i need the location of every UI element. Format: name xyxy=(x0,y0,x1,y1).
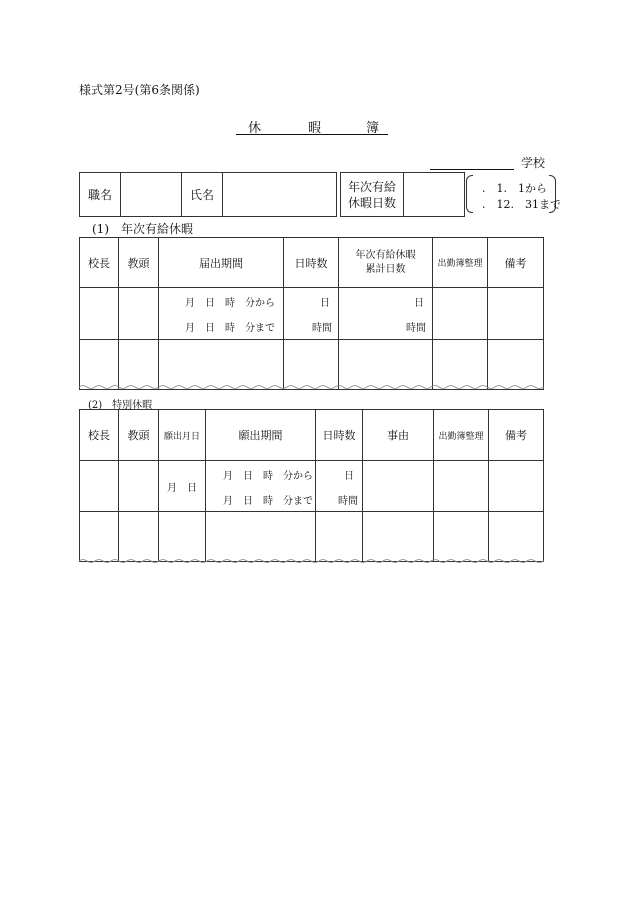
col-cumulative xyxy=(339,238,433,288)
special-leave-table xyxy=(79,409,544,562)
leave-days-field[interactable] xyxy=(404,173,465,217)
attendance-cell[interactable] xyxy=(433,340,488,390)
hour-unit: 時間 xyxy=(312,323,332,334)
reason-cell[interactable] xyxy=(363,512,434,562)
title-char-1: 休 xyxy=(248,121,262,136)
col-vice-principal: 教頭 xyxy=(119,410,159,461)
remarks-cell[interactable] xyxy=(489,512,544,562)
col-principal: 校長 xyxy=(80,238,119,288)
leave-days-label-line1: 年次有給 xyxy=(347,179,396,194)
day-unit: 日 xyxy=(320,298,330,309)
section1-heading: (1) 年次有給休暇 xyxy=(92,222,193,236)
attendance-cell[interactable] xyxy=(434,512,489,562)
post-field[interactable] xyxy=(121,173,182,217)
page-title xyxy=(236,117,388,135)
attendance-cell[interactable] xyxy=(434,461,489,512)
bracket-left xyxy=(466,175,473,213)
cut-wave-line xyxy=(79,384,544,390)
leave-days-label xyxy=(341,173,404,217)
name-field[interactable] xyxy=(223,173,337,217)
col-reason: 事由 xyxy=(363,410,434,461)
principal-cell[interactable] xyxy=(80,512,119,562)
day-unit: 日 xyxy=(344,471,354,482)
remarks-cell[interactable] xyxy=(488,288,544,340)
vice-principal-cell[interactable] xyxy=(119,461,159,512)
title-char-2: 暇 xyxy=(308,121,322,136)
period-to: 月 日 時 分まで xyxy=(185,323,275,334)
post-name-table xyxy=(79,172,337,217)
col-application-date: 願出月日 xyxy=(159,410,206,461)
name-label: 氏名 xyxy=(182,173,223,217)
period-from: 月 日 時 分から xyxy=(223,471,313,482)
application-date-text: 月 日 xyxy=(167,482,197,494)
table-row xyxy=(80,340,544,390)
days-hours-cell[interactable] xyxy=(316,461,363,512)
hour-unit: 時間 xyxy=(338,496,358,507)
col-cumulative-line2: 累計日数 xyxy=(365,263,406,275)
reason-cell[interactable] xyxy=(363,461,434,512)
cumulative-cell[interactable] xyxy=(339,340,433,390)
attendance-cell[interactable] xyxy=(433,288,488,340)
col-days-hours: 日時数 xyxy=(316,410,363,461)
form-reference: 様式第2号(第6条関係) xyxy=(79,83,200,97)
period-cell[interactable] xyxy=(159,340,284,390)
section2-heading: (2) 特別休暇 xyxy=(88,400,153,411)
school-name-line xyxy=(430,168,514,170)
school-label: 学校 xyxy=(521,156,546,170)
col-days-hours: 日時数 xyxy=(284,238,339,288)
leave-days-label-line2: 休暇日数 xyxy=(347,195,396,210)
application-date-cell[interactable] xyxy=(159,512,206,562)
post-label: 職名 xyxy=(80,173,121,217)
col-attendance: 出勤簿整理 xyxy=(434,410,489,461)
period-end: . 12. 31まで xyxy=(482,198,561,211)
days-hours-cell[interactable] xyxy=(284,340,339,390)
period-cell[interactable] xyxy=(159,288,284,340)
table-row xyxy=(80,288,544,340)
period-bracket xyxy=(466,175,561,211)
title-char-3: 簿 xyxy=(366,121,380,136)
principal-cell[interactable] xyxy=(80,461,119,512)
days-hours-cell[interactable] xyxy=(284,288,339,340)
remarks-cell[interactable] xyxy=(489,461,544,512)
annual-leave-table xyxy=(79,237,544,390)
period-to: 月 日 時 分まで xyxy=(223,496,313,507)
table-row xyxy=(80,512,544,562)
col-attendance: 出勤簿整理 xyxy=(433,238,488,288)
col-application-period: 願出期間 xyxy=(206,410,316,461)
application-date-cell[interactable] xyxy=(159,461,206,512)
remarks-cell[interactable] xyxy=(488,340,544,390)
cut-wave-line xyxy=(79,558,544,564)
col-cumulative-line1: 年次有給休暇 xyxy=(355,249,416,261)
col-principal: 校長 xyxy=(80,410,119,461)
cumulative-cell[interactable] xyxy=(339,288,433,340)
col-remarks: 備考 xyxy=(489,410,544,461)
vice-principal-cell[interactable] xyxy=(119,340,159,390)
cum-day-unit: 日 xyxy=(414,298,424,309)
days-hours-cell[interactable] xyxy=(316,512,363,562)
cum-hour-unit: 時間 xyxy=(406,323,426,334)
table-row xyxy=(80,461,544,512)
col-notified-period: 届出期間 xyxy=(159,238,284,288)
principal-cell[interactable] xyxy=(80,288,119,340)
principal-cell[interactable] xyxy=(80,340,119,390)
leave-days-table xyxy=(340,172,465,217)
period-from: 月 日 時 分から xyxy=(185,298,275,309)
application-period-cell[interactable] xyxy=(206,512,316,562)
col-remarks: 備考 xyxy=(488,238,544,288)
col-vice-principal: 教頭 xyxy=(119,238,159,288)
vice-principal-cell[interactable] xyxy=(119,288,159,340)
vice-principal-cell[interactable] xyxy=(119,512,159,562)
period-start: . 1. 1から xyxy=(482,182,547,195)
application-period-cell[interactable] xyxy=(206,461,316,512)
